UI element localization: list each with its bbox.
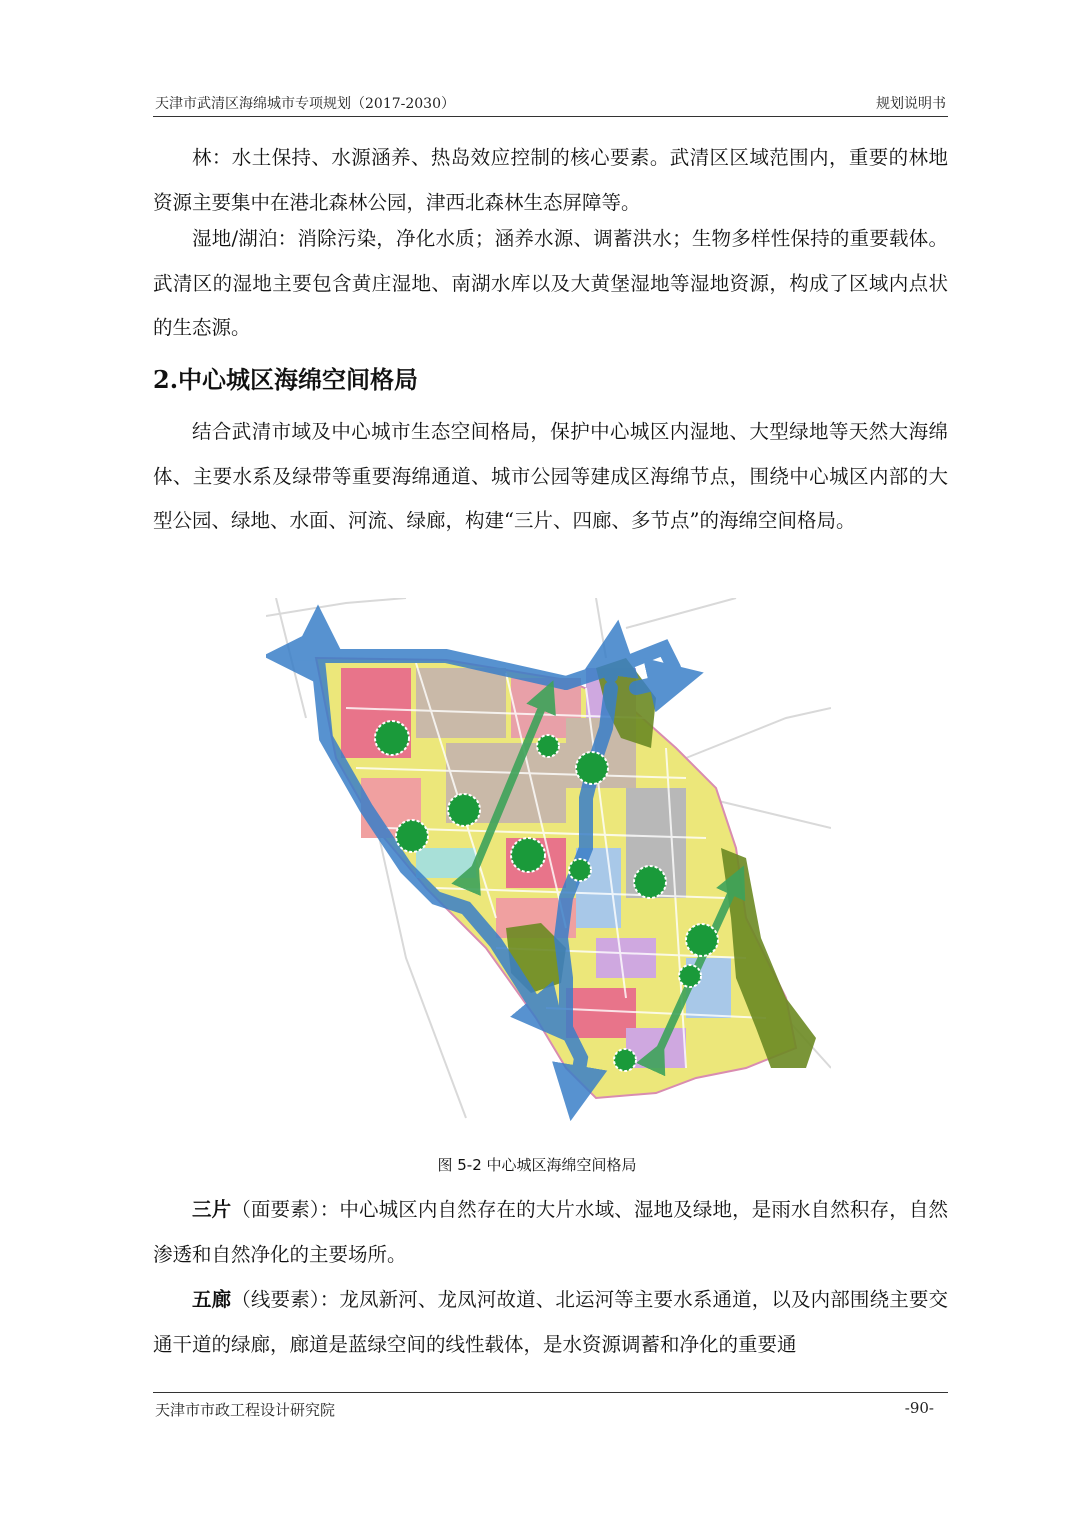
section-heading: 2.中心城区海绵空间格局: [153, 365, 419, 394]
figure-caption: 图 5-2 中心城区海绵空间格局: [437, 1156, 637, 1174]
park-node: [448, 794, 480, 826]
park-node: [375, 721, 409, 755]
page-number: -90-: [904, 1399, 934, 1417]
park-node: [614, 1049, 636, 1071]
park-node: [511, 838, 545, 872]
park-node: [576, 752, 608, 784]
park-node: [396, 820, 428, 852]
term-three-pieces: 三片: [192, 1198, 232, 1221]
document-type: 规划说明书: [876, 96, 946, 112]
page-header: [153, 90, 948, 117]
page-footer: [153, 1392, 948, 1423]
institute-name: 天津市市政工程设计研究院: [155, 1401, 336, 1419]
paragraph-three-pieces: [153, 1188, 948, 1277]
document-title: 天津市武清区海绵城市专项规划（2017-2030）: [155, 96, 455, 112]
park-node: [679, 965, 701, 987]
term-five-corridors: 五廊: [192, 1288, 232, 1311]
paragraph-wetland: 湿地/湖泊：消除污染，净化水质；涵养水源、调蓄洪水；生物多样性保持的重要载体。武清区的湿地主要包含黄庄湿地、南湖水库以及大黄堡湿地等湿地资源，构成了区域内点状的生态源。: [153, 227, 948, 339]
paragraph-intro: 结合武清市域及中心城市生态空间格局，保护中心城区内湿地、大型绿地等天然大海绵体、主要水系及绿带等重要海绵通道、城市公园等建成区海绵节点，围绕中心城区内部的大型公园、绿地、水面、河流、绿廊，构建“三片、四廊、多节点”的海绵空间格局。: [153, 420, 948, 532]
three-pieces-description: （面要素）：中心城区内自然存在的大片水域、湿地及绿地，是雨水自然积存，自然渗透和自然净化的主要场所。: [153, 1198, 948, 1266]
park-node: [686, 924, 718, 956]
five-corridors-description: （线要素）：龙凤新河、龙凤河故道、北运河等主要水系通道，以及内部围绕主要交通干道的绿廊，廊道是蓝绿空间的线性载体，是水资源调蓄和净化的重要通: [153, 1288, 948, 1356]
park-node: [569, 859, 591, 881]
paragraph-forest: 林：水土保持、水源涵养、热岛效应控制的核心要素。武清区区域范围内，重要的林地资源主要集中在港北森林公园，津西北森林生态屏障等。: [153, 146, 948, 214]
park-node: [537, 735, 559, 757]
park-node: [634, 866, 666, 898]
paragraph-five-corridors: [153, 1278, 948, 1367]
sponge-pattern-map: [266, 598, 831, 1126]
